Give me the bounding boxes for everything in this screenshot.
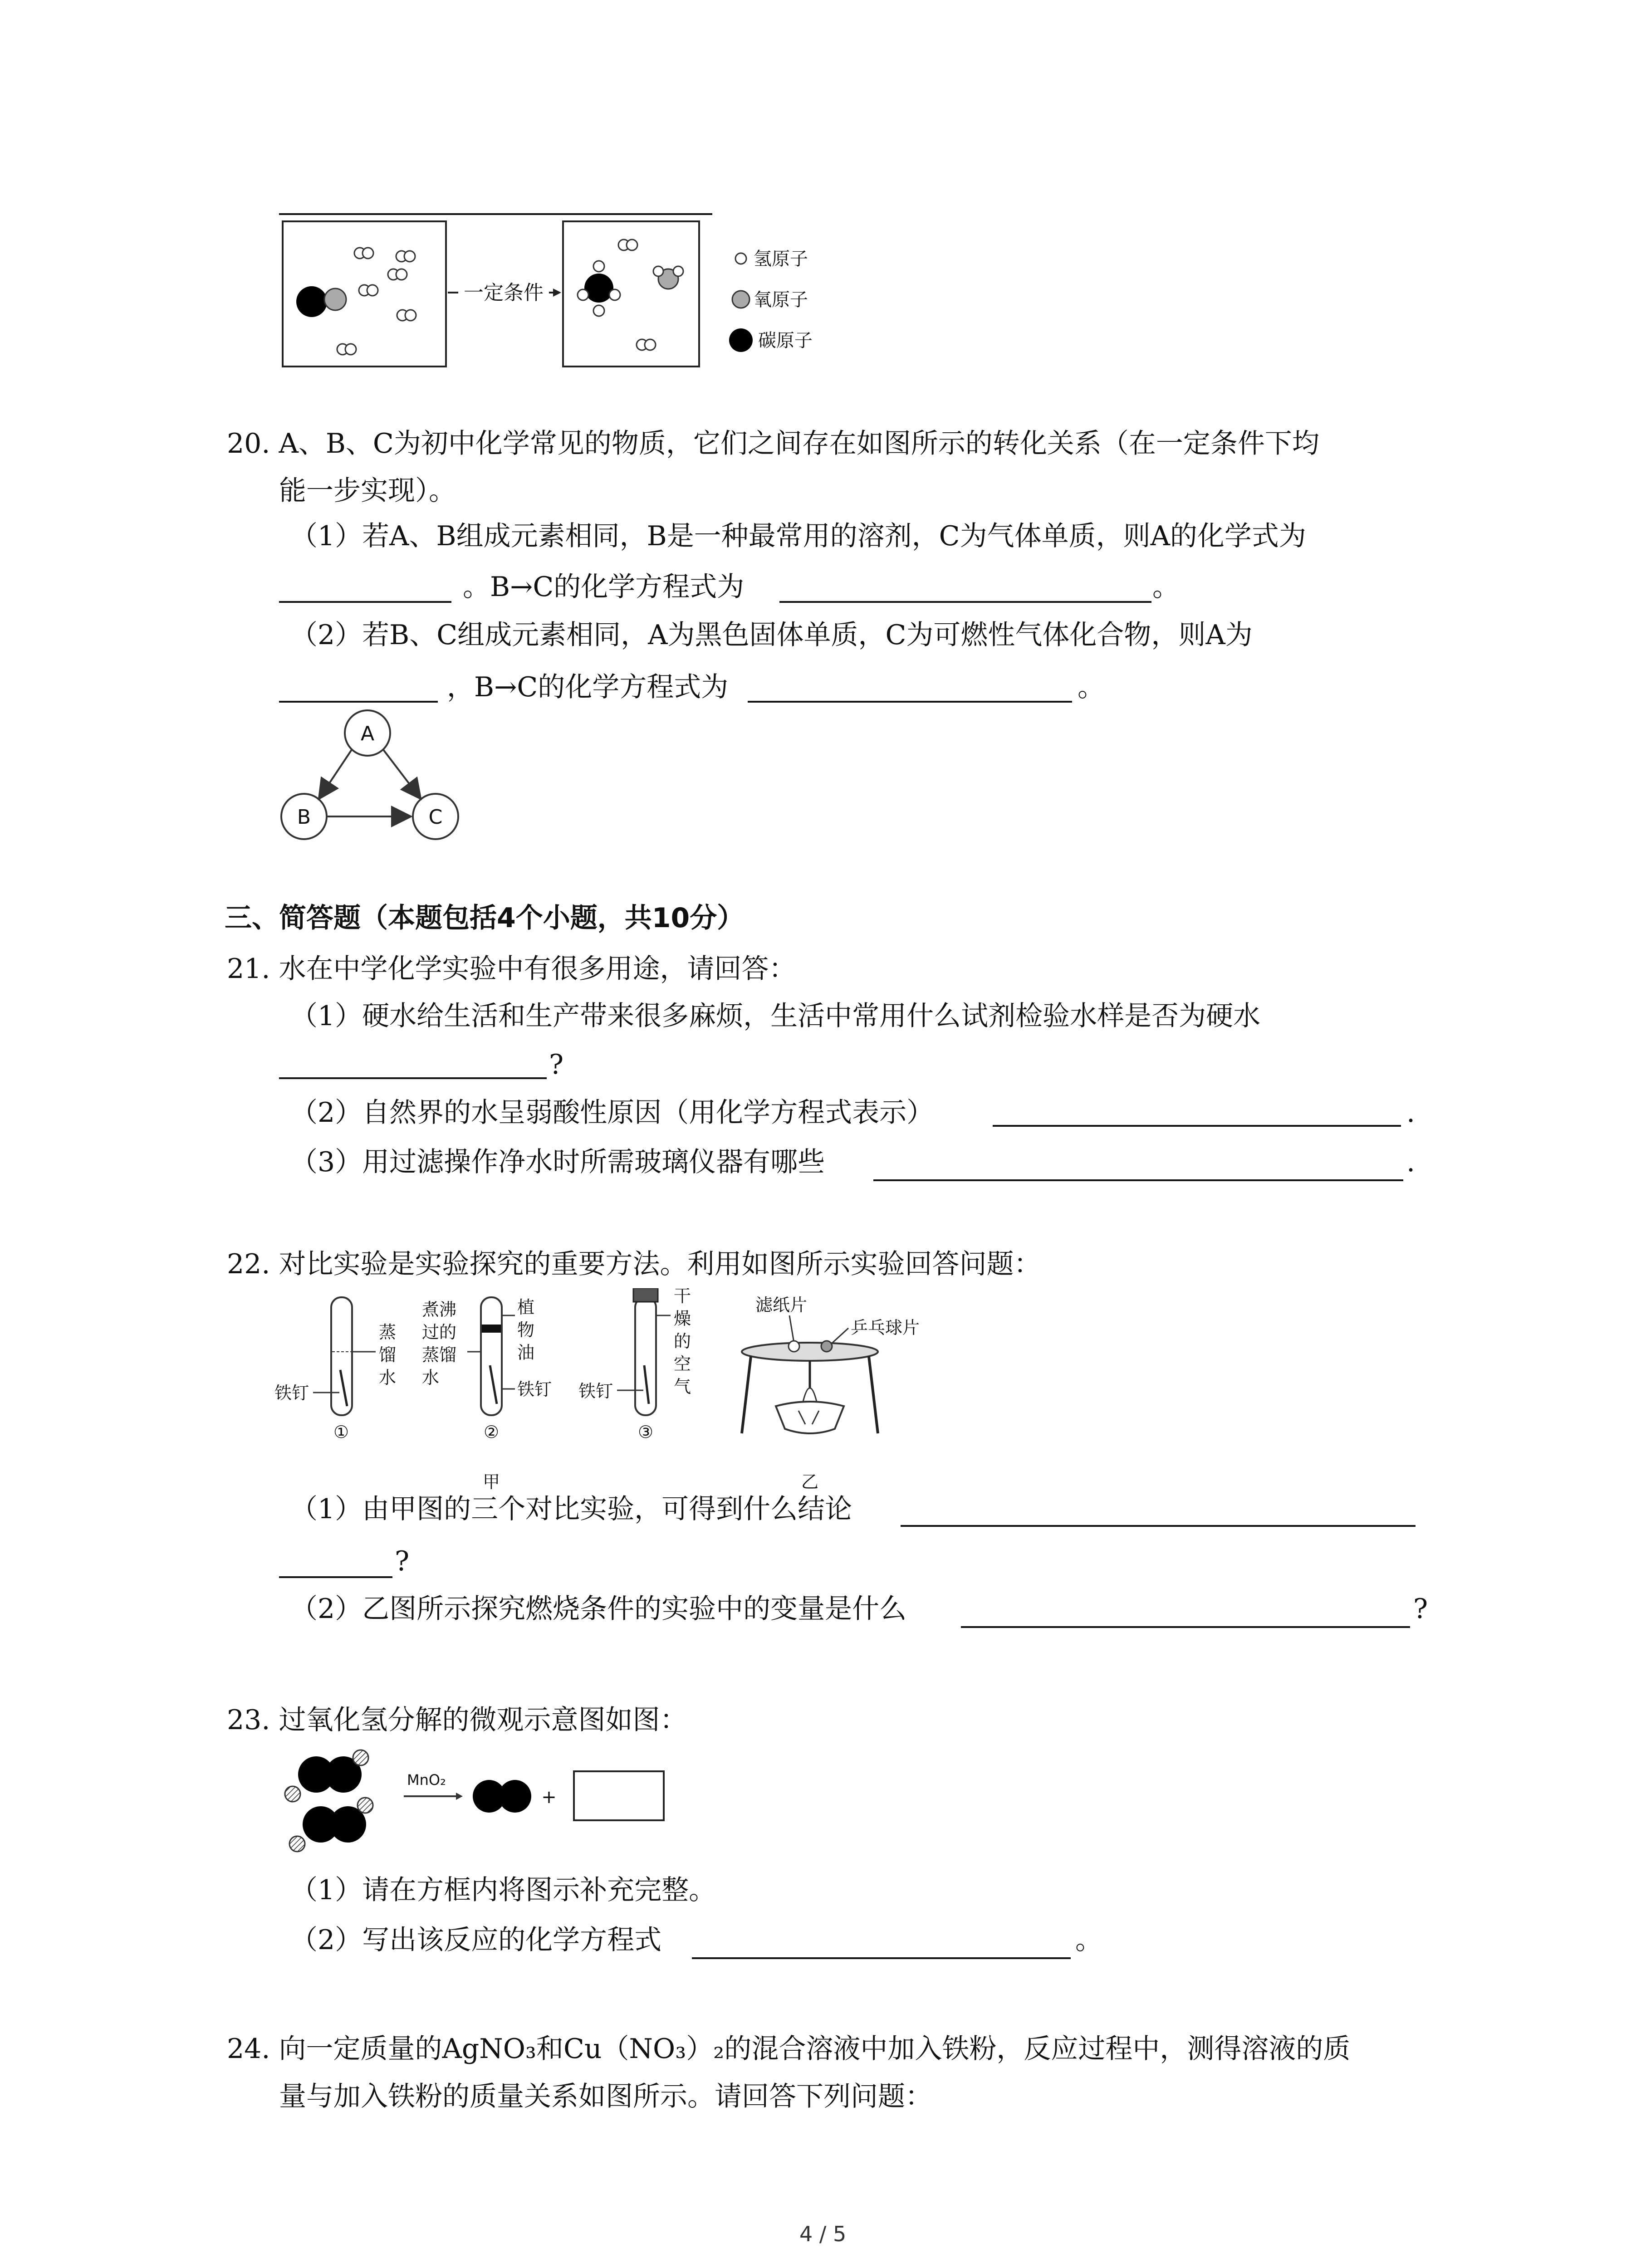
- tube-number-2: ②: [483, 1422, 500, 1442]
- q20-part1-text: （1）若A、B组成元素相同，B是一种最常用的溶剂，C为气体单质，则A的化学式为: [290, 520, 1306, 552]
- figure-yi-label: 乙: [801, 1472, 819, 1492]
- q22-part2-q: ?: [1413, 1593, 1428, 1625]
- q20-part2-text-b: ，B→C的化学方程式为: [447, 671, 729, 703]
- q23-part1-text: （1）请在方框内将图示补充完整。: [290, 1874, 716, 1906]
- q19-answer-blank[interactable]: [279, 213, 712, 215]
- q20-stem-line1: 20. A、B、C为初中化学常见的物质，它们之间存在如图所示的转化关系（在一定条件下均: [227, 428, 1319, 459]
- reaction-diagram: [279, 218, 842, 372]
- catalyst-label: MnO₂: [407, 1771, 446, 1789]
- condition-label: 一定条件: [464, 281, 544, 304]
- nail-label-2: 铁钉: [517, 1379, 552, 1399]
- node-b: B: [297, 806, 311, 829]
- figure-jia-label: 甲: [482, 1472, 500, 1492]
- page-number: 4 / 5: [799, 2222, 847, 2246]
- tube1-label-3: 水: [379, 1368, 397, 1388]
- section-3-title: 三、简答题（本题包括4个小题，共10分）: [225, 902, 745, 934]
- comparison-experiment-figure: [272, 1288, 998, 1506]
- q21-part3-end: .: [1406, 1146, 1416, 1178]
- nail-label-3: 铁钉: [578, 1381, 613, 1401]
- q23-stem: 23. 过氧化氢分解的微观示意图如图：: [227, 1704, 687, 1736]
- q21-part1-q: ?: [549, 1049, 564, 1080]
- tube3-air-5: 气: [674, 1377, 691, 1397]
- tube3-air-3: 的: [674, 1331, 691, 1351]
- tube-number-3: ③: [637, 1422, 654, 1442]
- q21-part3-text: （3）用过滤操作净水时所需玻璃仪器有哪些: [290, 1146, 825, 1178]
- pingpong-label: 乒乓球片: [851, 1318, 920, 1338]
- tube1-label-1: 蒸: [379, 1322, 397, 1342]
- q21-part1-text: （1）硬水给生活和生产带来很多麻烦，生活中常用什么试剂检验水样是否为硬水: [290, 1000, 1261, 1032]
- tube2-water-1: 煮沸: [422, 1300, 457, 1320]
- q20-part1-end: 。: [1152, 571, 1180, 603]
- tube2-water-4: 水: [422, 1368, 440, 1388]
- node-c: C: [428, 806, 443, 829]
- legend-carbon: 碳原子: [758, 330, 813, 351]
- tube2-water-3: 蒸馏: [422, 1345, 457, 1365]
- filter-paper-label: 滤纸片: [755, 1295, 808, 1315]
- q21-part1-blank[interactable]: [279, 1077, 547, 1079]
- abc-conversion-diagram: [277, 708, 467, 848]
- q21-stem: 21. 水在中学化学实验中有很多用途，请回答：: [227, 953, 796, 985]
- q22-part1-blank-b[interactable]: [279, 1576, 392, 1578]
- q20-stem-line2: 能一步实现）。: [279, 475, 456, 507]
- q23-part2-end: 。: [1075, 1924, 1102, 1956]
- q20-part2-blank-b[interactable]: [748, 701, 1072, 703]
- tube-number-1: ①: [333, 1422, 349, 1442]
- q21-part2-end: .: [1406, 1097, 1416, 1129]
- q24-stem-line2: 量与加入铁粉的质量关系如图所示。请回答下列问题：: [279, 2081, 932, 2112]
- h2o2-decomposition-diagram: [279, 1746, 687, 1864]
- answer-box: [574, 1771, 664, 1820]
- nail-label-1: 铁钉: [274, 1383, 309, 1403]
- q20-part2-end: 。: [1078, 671, 1105, 703]
- q22-part1-q: ?: [395, 1545, 410, 1577]
- q23-part2-blank[interactable]: [692, 1957, 1071, 1959]
- tube2-water-2: 过的: [422, 1322, 457, 1342]
- q20-part1-text-b: 。B→C的化学方程式为: [463, 571, 745, 603]
- q22-part1-text: （1）由甲图的三个对比实验，可得到什么结论: [290, 1493, 852, 1525]
- q20-part2-blank-a[interactable]: [279, 701, 438, 703]
- plus-sign: +: [541, 1787, 557, 1808]
- tube1-label-2: 馏: [379, 1345, 397, 1365]
- tube3-air-4: 空: [674, 1354, 691, 1374]
- legend-hydrogen: 氢原子: [754, 249, 808, 269]
- q20-part1-blank-b[interactable]: [779, 601, 1151, 603]
- q21-part3-blank[interactable]: [873, 1179, 1403, 1181]
- tube3-air-2: 燥: [674, 1309, 691, 1329]
- q23-part2-text: （2）写出该反应的化学方程式: [290, 1924, 662, 1956]
- legend-oxygen: 氧原子: [754, 289, 808, 310]
- q21-part2-text: （2）自然界的水呈弱酸性原因（用化学方程式表示）: [290, 1097, 934, 1129]
- q22-part2-text: （2）乙图所示探究燃烧条件的实验中的变量是什么: [290, 1593, 907, 1625]
- tube2-oil-3: 油: [517, 1343, 535, 1363]
- tube3-air-1: 干: [674, 1288, 691, 1306]
- q21-part2-blank[interactable]: [993, 1125, 1401, 1127]
- q22-part2-blank[interactable]: [961, 1626, 1410, 1628]
- tube2-oil-2: 物: [517, 1320, 535, 1340]
- q20-part1-blank-a[interactable]: [279, 601, 451, 603]
- tube2-oil-1: 植: [517, 1297, 535, 1317]
- q22-part1-blank-a[interactable]: [901, 1525, 1416, 1527]
- q22-stem: 22. 对比实验是实验探究的重要方法。利用如图所示实验回答问题：: [227, 1248, 1041, 1280]
- q20-part2-text: （2）若B、C组成元素相同，A为黑色固体单质，C为可燃性气体化合物，则A为: [290, 619, 1253, 651]
- q24-stem-line1: 24. 向一定质量的AgNO₃和Cu（NO₃）₂的混合溶液中加入铁粉，反应过程中，测得溶液的质: [227, 2033, 1351, 2065]
- node-a: A: [360, 722, 375, 745]
